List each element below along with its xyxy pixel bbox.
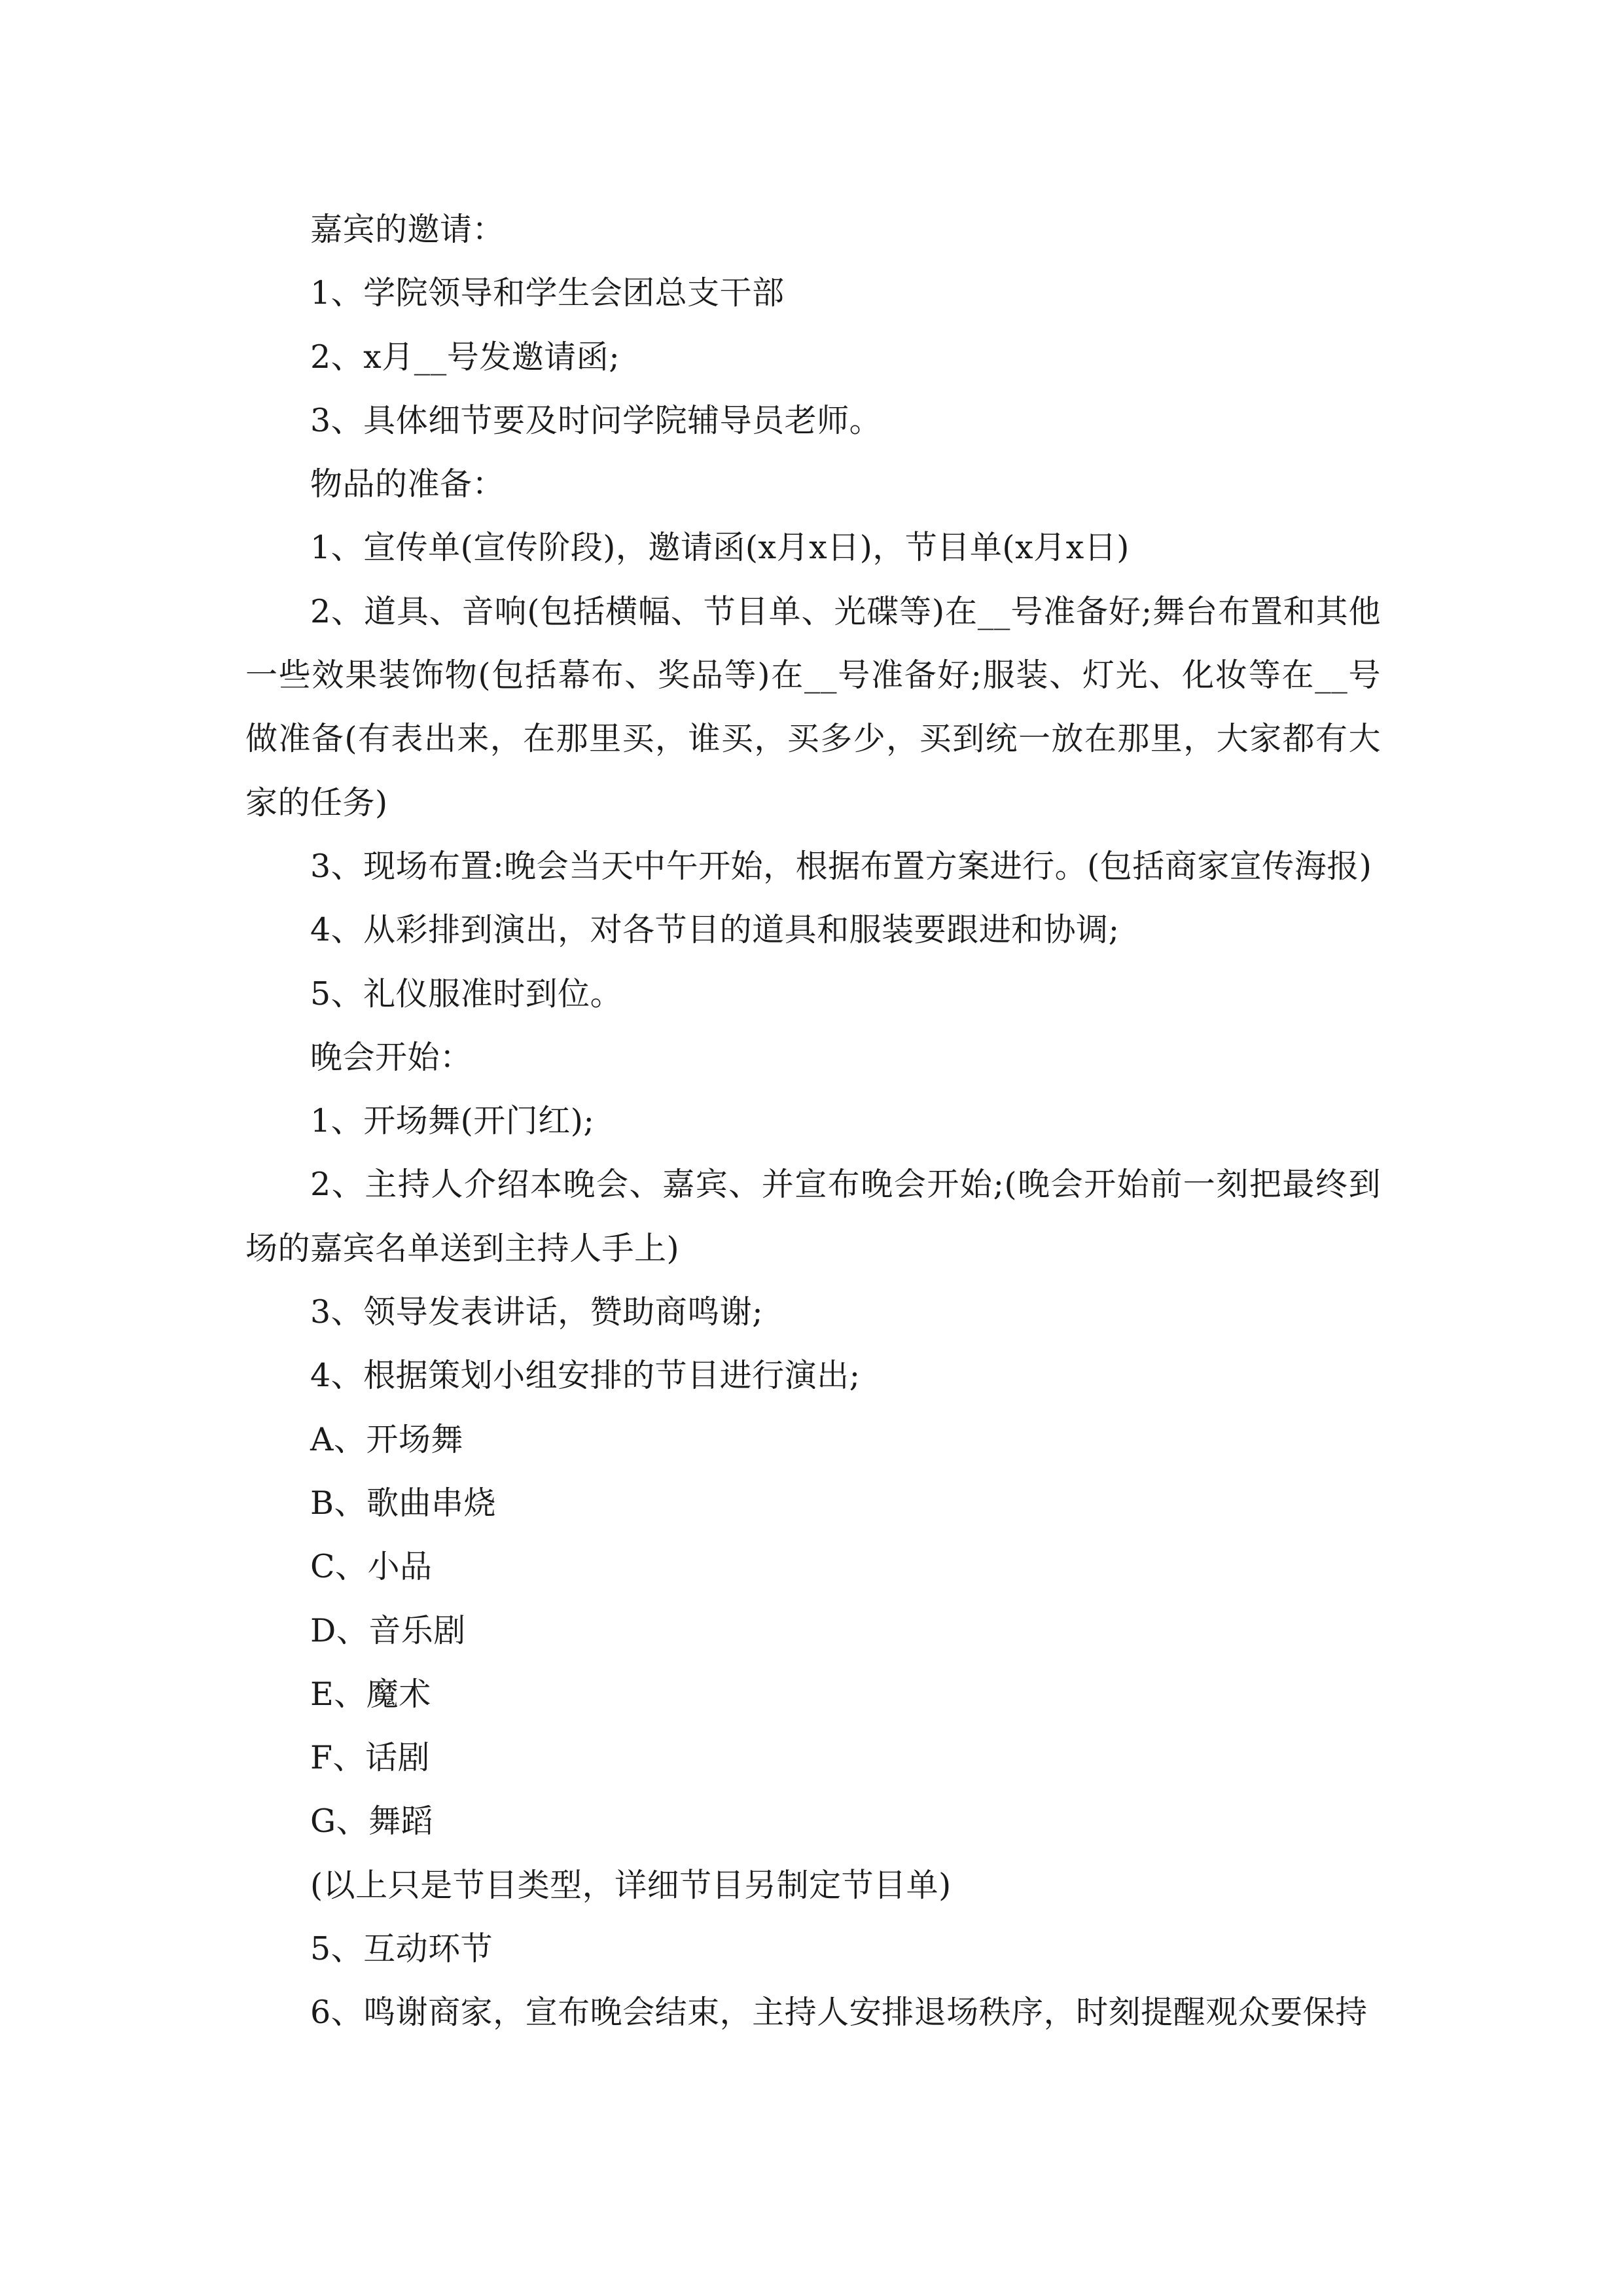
section-heading-item-preparation: 物品的准备： (310, 465, 505, 503)
program-type-item: B、歌曲串烧 (310, 1484, 497, 1522)
list-item: 3、现场布置:晚会当天中午开始，根据布置方案进行。(包括商家宣传海报) (310, 847, 1372, 885)
program-type-item: C、小品 (310, 1548, 433, 1586)
list-item: 1、学院领导和学生会团总支干部 (310, 274, 785, 312)
list-item: 1、宣传单(宣传阶段)，邀请函(x月x日)，节目单(x月x日) (310, 529, 1130, 567)
list-item: 3、具体细节要及时问学院辅导员老师。 (310, 401, 882, 439)
program-note: (以上只是节目类型，详细节目另制定节目单) (310, 1866, 952, 1904)
section-heading-guest-invitation: 嘉宾的邀请： (310, 211, 505, 248)
program-type-item: A、开场舞 (310, 1420, 463, 1458)
list-item: 3、领导发表讲话，赞助商鸣谢; (310, 1293, 764, 1331)
list-item: 4、根据策划小组安排的节目进行演出; (310, 1357, 861, 1395)
list-item: 5、礼仪服准时到位。 (310, 975, 623, 1013)
list-item: 2、道具、音响(包括横幅、节目单、光碟等)在__号准备好;舞台布置和其他一些效果装饰物(包括幕布、奖品等)在__号准备好;服装、灯光、化妆等在__号做准备(有表出来，在那里买，谁买，买多少，买到统一放在那里，大家都有大家的任务) (245, 592, 1381, 821)
document-body (245, 198, 1381, 2045)
section-heading-gala-start: 晚会开始： (310, 1038, 473, 1076)
program-type-item: E、魔术 (310, 1675, 431, 1713)
list-item: 4、从彩排到演出，对各节目的道具和服装要跟进和协调; (310, 911, 1120, 949)
list-item: 6、鸣谢商家，宣布晚会结束，主持人安排退场秩序，时刻提醒观众要保持 (310, 1994, 1368, 2032)
list-item: 2、x月__号发邀请函; (310, 338, 620, 376)
program-type-item: F、话剧 (310, 1739, 430, 1777)
list-item: 5、互动环节 (310, 1930, 493, 1968)
list-item: 2、主持人介绍本晚会、嘉宾、并宣布晚会开始;(晚会开始前一刻把最终到场的嘉宾名单送到主持人手上) (245, 1166, 1381, 1267)
list-item: 1、开场舞(开门红); (310, 1102, 595, 1140)
program-type-item: G、舞蹈 (310, 1803, 434, 1840)
program-type-item: D、音乐剧 (310, 1611, 466, 1649)
